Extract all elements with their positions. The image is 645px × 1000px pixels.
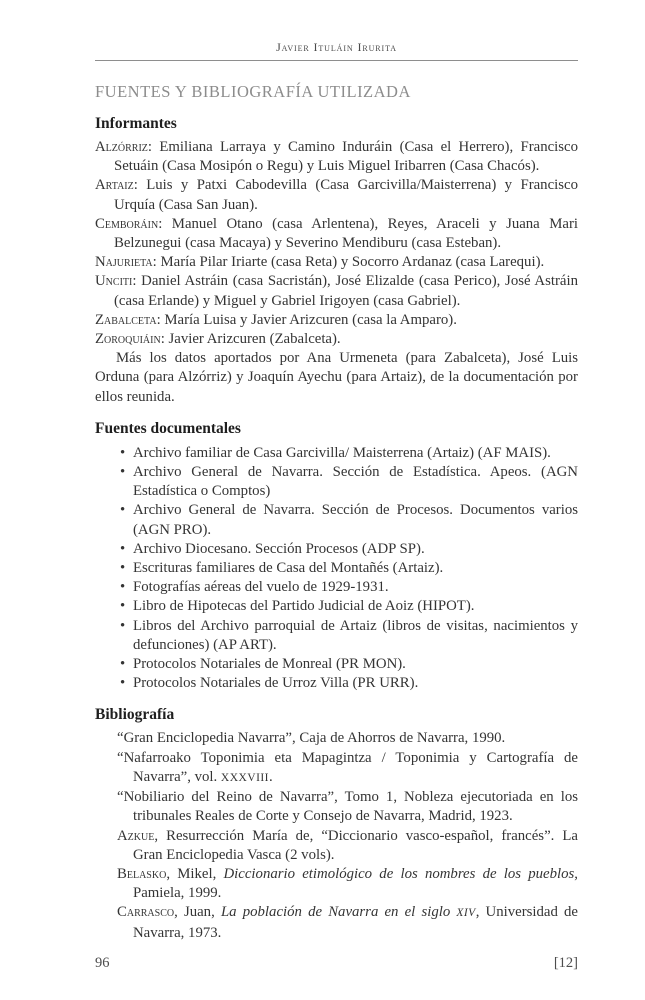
informant-text: : Emiliana Larraya y Camino Induráin (Casa el Herrero), Francisco Setuáin (Casa Mosipón o Regu) y Luis Miguel Iribarren (Casa Chacós). xyxy=(114,139,578,175)
running-header xyxy=(95,40,578,54)
list-item: • Protocolos Notariales de Urroz Villa (PR URR). xyxy=(95,674,578,693)
list-item: • Libro de Hipotecas del Partido Judicial de Aoiz (HIPOT). xyxy=(95,597,578,616)
list-item: • Archivo General de Navarra. Sección de Procesos. Documentos varios (AGN PRO). xyxy=(95,501,578,539)
informant-entry xyxy=(95,253,578,272)
list-item: • Archivo General de Navarra. Sección de Estadística. Apeos. (AGN Estadística o Comptos) xyxy=(95,463,578,501)
informant-entry xyxy=(95,215,578,253)
informant-entry xyxy=(95,311,578,330)
list-item: • Libros del Archivo parroquial de Artaiz (libros de visitas, nacimientos y defunciones) (AP ART). xyxy=(95,617,578,655)
section-heading-informantes: Informantes xyxy=(95,115,177,132)
informant-entry xyxy=(95,272,578,310)
section-heading-fuentes-documentales: Fuentes documentales xyxy=(95,419,241,437)
page-content xyxy=(95,0,578,943)
bibliography-entry: “Nafarroako Toponimia eta Mapagintza / Toponimia y Cartografía de Navarra”, vol. XXXVIII. xyxy=(117,749,578,785)
folio-number: [12] xyxy=(553,955,578,971)
informant-place: Cemboráin xyxy=(95,215,159,232)
informant-text: : Luis y Patxi Cabodevilla (Casa Garcivilla/Maisterrena) y Francisco Urquía (Casa San Juan). xyxy=(114,177,578,213)
section-heading-bibliografia: Bibliografía xyxy=(95,706,175,724)
informant-text: : Daniel Astráin (casa Sacristán), José Elizalde (casa Perico), José Astráin (casa Erlande) y Miguel y Gabriel Irigoyen (casa Gabriel). xyxy=(114,273,578,309)
bibliography-entry: Belasko, Mikel, Diccionario etimológico de los nombres de los pueblos, Pamiela, 1999. xyxy=(117,865,578,902)
informant-place: Zoroquiáin xyxy=(95,331,161,348)
page-footer xyxy=(95,954,578,972)
running-header-author: Javier Ituláin Irurita xyxy=(276,40,397,54)
informant-place: Artaiz xyxy=(95,177,134,194)
bibliography-entry: “Gran Enciclopedia Navarra”, Caja de Ahorros de Navarra, 1990. xyxy=(117,730,506,747)
informantes-closing-paragraph: Más los datos aportados por Ana Urmeneta (para Zabalceta), José Luis Orduna (para Alzórriz) y Joaquín Ayechu (para Artaiz), de la documentación por ellos reunida. xyxy=(95,350,578,405)
bibliography-entry: Carrasco, Juan, La población de Navarra en el siglo XIV, Universidad de Navarra, 1973. xyxy=(117,904,578,941)
bibliography-entry: Azkue, Resurrección María de, “Diccionario vasco-español, francés”. La Gran Enciclopedia Vasca (2 vols). xyxy=(117,827,578,863)
list-item: • Protocolos Notariales de Monreal (PR MON). xyxy=(95,655,578,674)
informant-place: Zabalceta xyxy=(95,311,157,328)
informant-entry xyxy=(95,330,578,349)
informantes-list xyxy=(95,138,578,407)
page-number: 96 xyxy=(95,955,110,971)
list-item: • Archivo familiar de Casa Garcivilla/ Maisterrena (Artaiz) (AF MAIS). xyxy=(95,444,578,463)
informant-entry xyxy=(95,138,578,176)
informant-entry xyxy=(95,176,578,214)
informant-place: Alzórriz xyxy=(95,139,148,155)
list-item: • Archivo Diocesano. Sección Procesos (ADP SP). xyxy=(95,540,578,559)
informant-text: : Manuel Otano (casa Arlentena), Reyes, Araceli y Juana Mari Belzunegui (casa Macaya) y Severino Mendiburu (casa Esteban). xyxy=(114,215,578,252)
list-item: • Escrituras familiares de Casa del Montañés (Artaiz). xyxy=(95,559,578,578)
informant-text: : Javier Arizcuren (Zabalceta). xyxy=(160,331,341,348)
fuentes-documentales-list xyxy=(95,444,578,694)
bibliography-entry: “Nobiliario del Reino de Navarra”, Tomo 1, Nobleza ejecutoriada en los tribunales Reales de Corte y Consejo de Navarra, Madrid, 1923. xyxy=(117,789,578,825)
informant-text: : María Pilar Iriarte (casa Reta) y Socorro Ardanaz (casa Larequi). xyxy=(152,254,545,271)
informant-text: : María Luisa y Javier Arizcuren (casa la Amparo). xyxy=(156,311,457,328)
list-item: • Fotografías aéreas del vuelo de 1929-1931. xyxy=(95,578,578,597)
informant-place: Unciti xyxy=(95,273,133,290)
header-rule xyxy=(95,60,578,61)
informant-place: Najurieta xyxy=(95,254,153,271)
chapter-title: FUENTES Y BIBLIOGRAFÍA UTILIZADA xyxy=(95,82,411,101)
bibliografia-list xyxy=(95,729,578,942)
